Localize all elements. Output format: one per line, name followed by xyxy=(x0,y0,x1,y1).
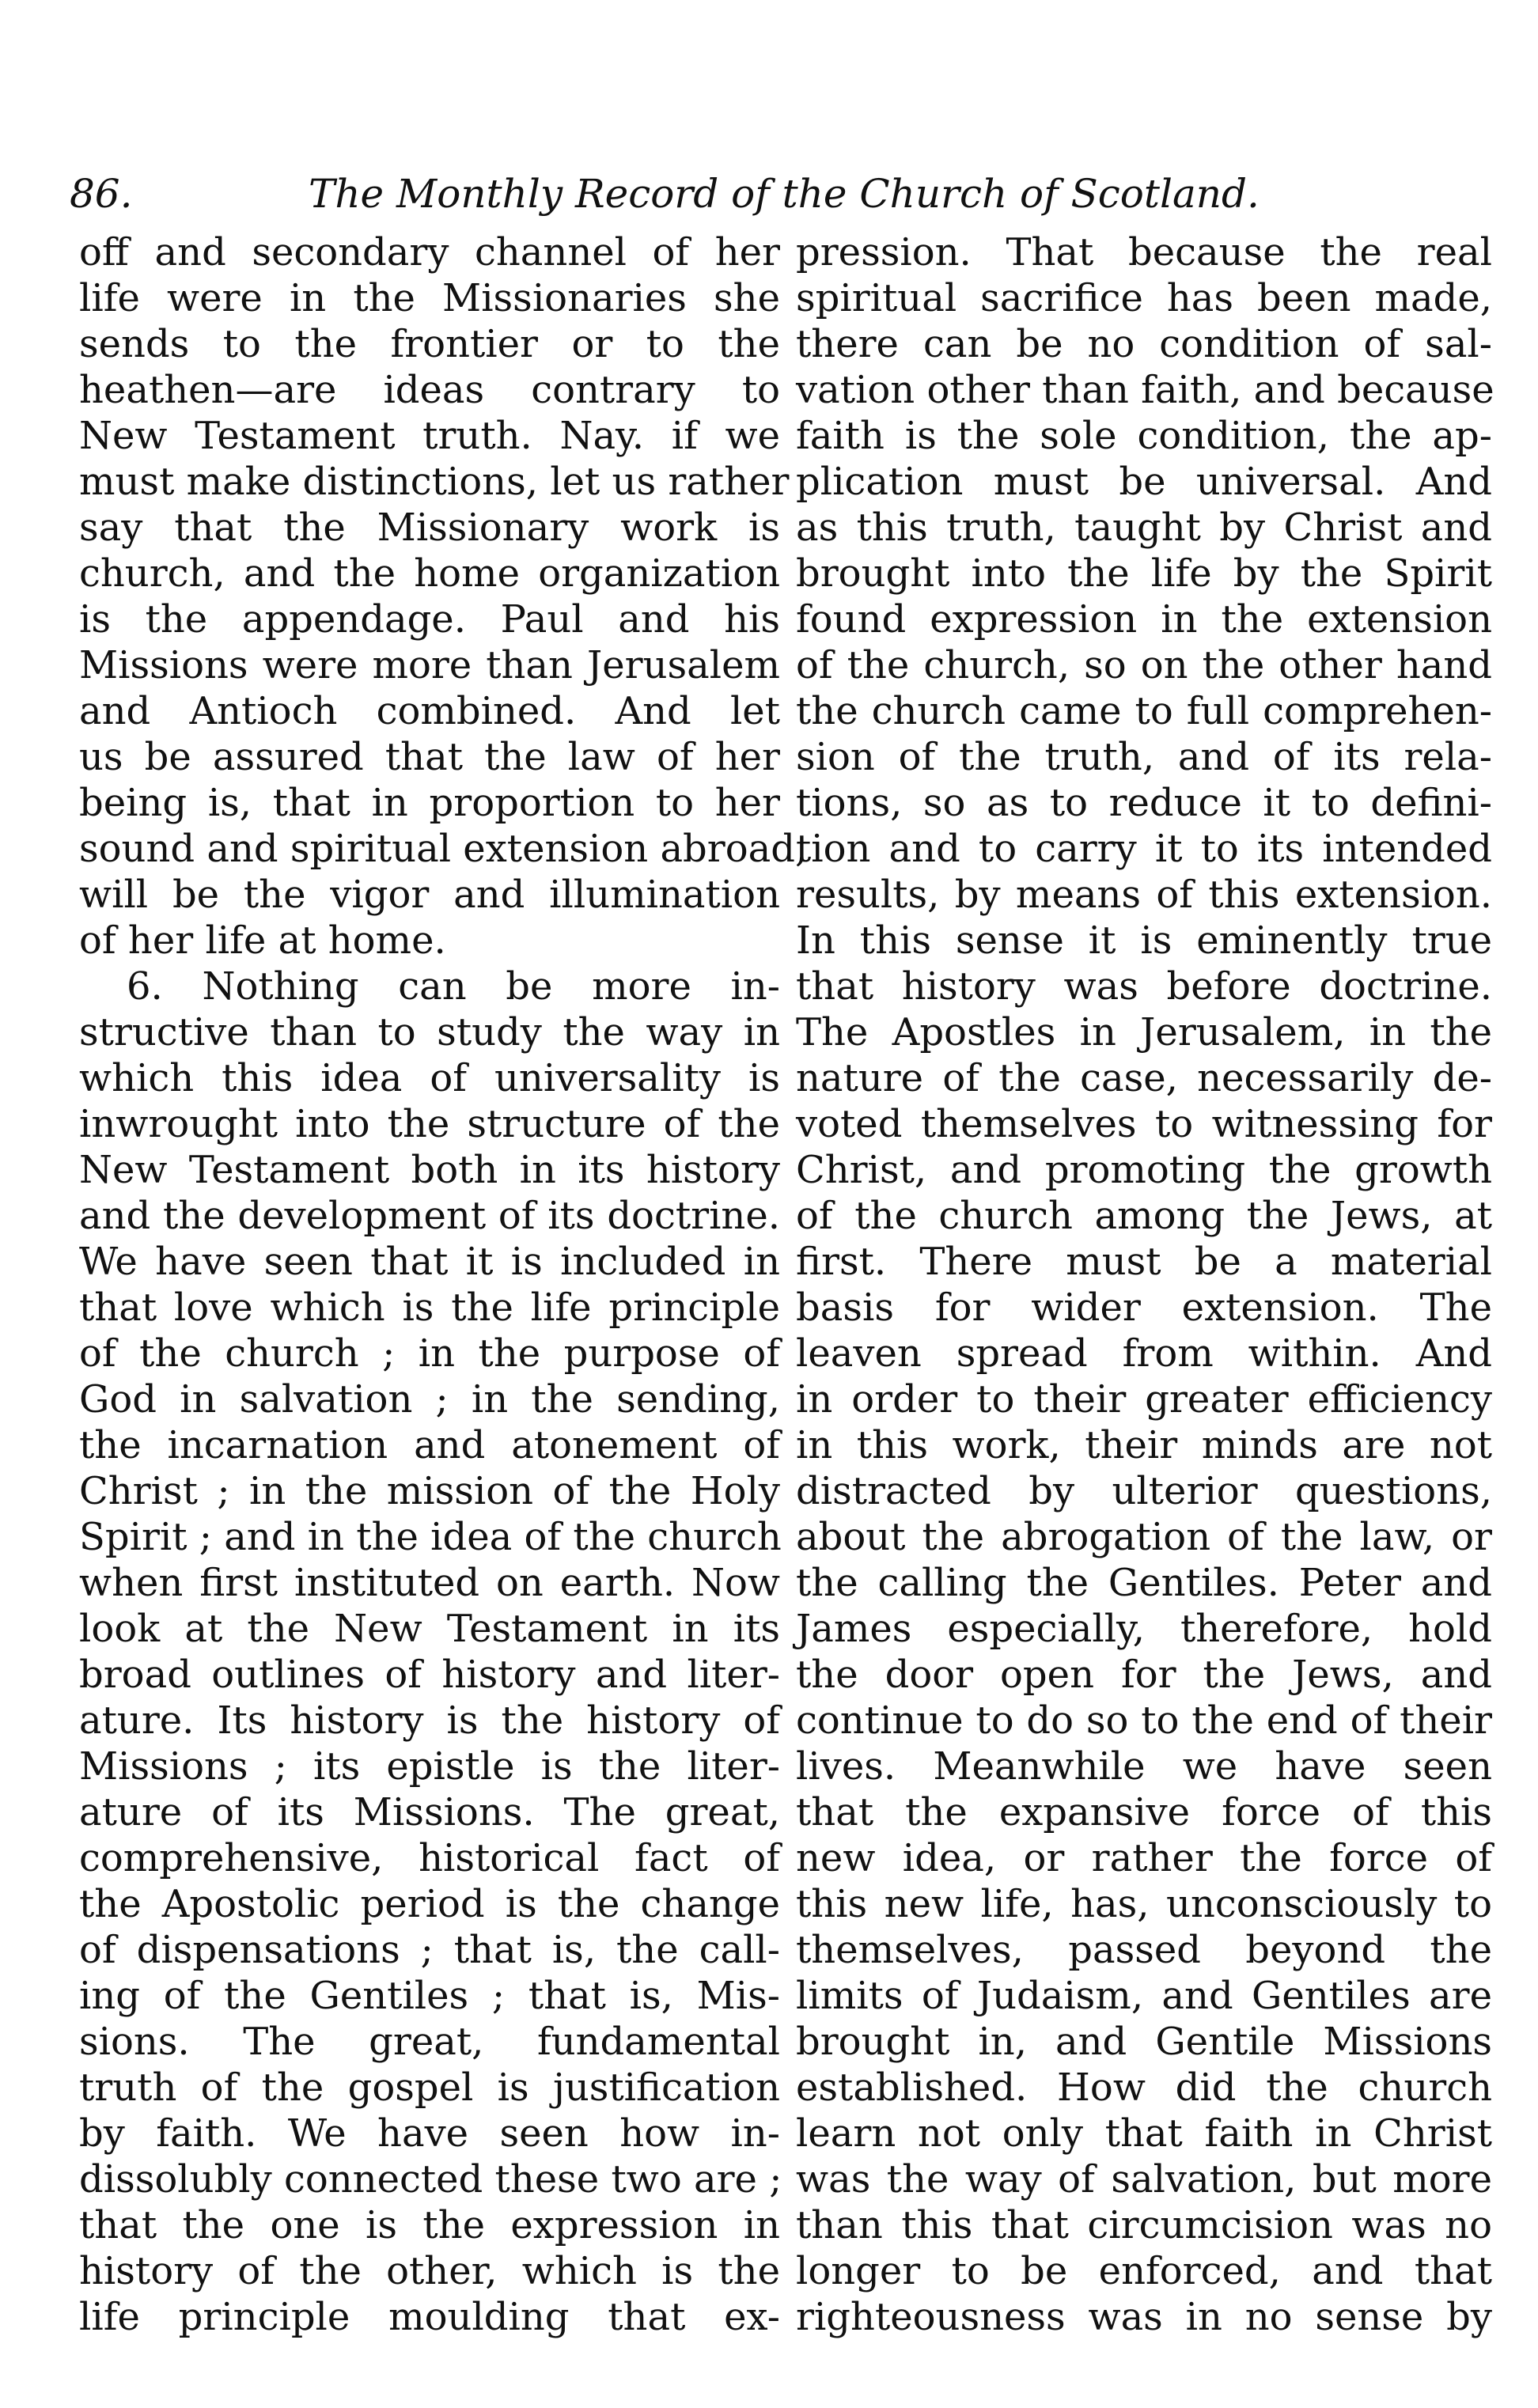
running-header xyxy=(70,158,1335,229)
text-line: The Apostles in Jerusalem, in the xyxy=(796,1010,1492,1054)
text-line: limits of Judaism, and Gentiles are xyxy=(796,1974,1492,2018)
text-line: brought into the life by the Spirit xyxy=(796,551,1492,596)
text-line: themselves, passed beyond the xyxy=(796,1928,1492,1972)
text-line: nature of the case, necessarily de- xyxy=(796,1056,1492,1100)
text-line: being is, that in proportion to her xyxy=(79,781,780,825)
text-line: that history was before doctrine. xyxy=(796,964,1492,1009)
text-line: look at the New Testament in its xyxy=(79,1607,780,1651)
text-line: leaven spread from within. And xyxy=(796,1331,1492,1376)
text-line: of the church ; in the purpose of xyxy=(79,1331,780,1376)
text-line: was the way of salvation, but more xyxy=(796,2157,1492,2202)
text-line: off and secondary channel of her xyxy=(79,230,780,274)
paragraph-start-line: 6. Nothing can be more in- xyxy=(127,964,780,1009)
text-line: the church came to full comprehen- xyxy=(796,689,1492,733)
text-line: this new life, has, unconsciously to xyxy=(796,1882,1492,1926)
text-line: continue to do so to the end of their xyxy=(796,1698,1492,1743)
text-line: voted themselves to witnessing for xyxy=(796,1102,1492,1146)
text-line: righteousness was in no sense by xyxy=(796,2295,1492,2339)
text-line: heathen—are ideas contrary to xyxy=(79,368,780,412)
text-line: and the development of its doctrine. xyxy=(79,1194,780,1238)
text-line: the calling the Gentiles. Peter and xyxy=(796,1561,1492,1605)
text-line: comprehensive, historical fact of xyxy=(79,1836,780,1880)
text-line: of the church, so on the other hand xyxy=(796,643,1492,687)
text-line: that love which is the life principle xyxy=(79,1285,780,1330)
text-line: of her life at home. xyxy=(79,918,446,963)
text-line: new idea, or rather the force of xyxy=(796,1836,1492,1880)
text-line: spiritual sacrifice has been made, xyxy=(796,276,1492,320)
text-line: inwrought into the structure of the xyxy=(79,1102,780,1146)
text-line: dissolubly connected these two are ; xyxy=(79,2157,782,2202)
text-line: In this sense it is eminently true xyxy=(796,918,1492,963)
text-line: ature. Its history is the history of xyxy=(79,1698,780,1743)
text-line: results, by means of this extension. xyxy=(796,873,1492,917)
text-line: when first instituted on earth. Now xyxy=(79,1561,780,1605)
text-line: is the appendage. Paul and his xyxy=(79,597,780,642)
text-line: about the abrogation of the law, or xyxy=(796,1515,1492,1559)
text-line: Missions ; its epistle is the liter- xyxy=(79,1744,780,1789)
text-line: established. How did the church xyxy=(796,2065,1492,2110)
text-line: in this work, their minds are not xyxy=(796,1423,1492,1467)
text-line: vation other than faith, and because xyxy=(796,368,1494,412)
text-line: first. There must be a material xyxy=(796,1240,1492,1284)
text-line: there can be no condition of sal- xyxy=(796,322,1492,366)
text-line: broad outlines of history and liter- xyxy=(79,1653,780,1697)
text-line: the incarnation and atonement of xyxy=(79,1423,780,1467)
text-line: New Testament truth. Nay. if we xyxy=(79,414,780,458)
text-line: tions, so as to reduce it to defini- xyxy=(796,781,1492,825)
text-line: Christ, and promoting the growth xyxy=(796,1148,1492,1192)
text-line: Christ ; in the mission of the Holy xyxy=(79,1469,780,1513)
text-line: sion of the truth, and of its rela- xyxy=(796,735,1492,779)
text-line: of the church among the Jews, at xyxy=(796,1194,1492,1238)
page-number: 86. xyxy=(70,171,133,217)
text-line: church, and the home organization xyxy=(79,551,780,596)
text-line: say that the Missionary work is xyxy=(79,505,780,550)
text-line: Missions were more than Jerusalem xyxy=(79,643,780,687)
text-line: We have seen that it is included in xyxy=(79,1240,780,1284)
text-line: that the expansive force of this xyxy=(796,1790,1492,1834)
text-line: history of the other, which is the xyxy=(79,2249,780,2293)
text-line: life were in the Missionaries she xyxy=(79,276,780,320)
text-line: and Antioch combined. And let xyxy=(79,689,780,733)
text-line: found expression in the extension xyxy=(796,597,1492,642)
text-line: distracted by ulterior questions, xyxy=(796,1469,1492,1513)
text-line: lives. Meanwhile we have seen xyxy=(796,1744,1492,1789)
text-line: faith is the sole condition, the ap- xyxy=(796,414,1492,458)
text-line: that the one is the expression in xyxy=(79,2203,780,2247)
text-line: in order to their greater efficiency xyxy=(796,1377,1492,1422)
text-line: the Apostolic period is the change xyxy=(79,1882,780,1926)
text-line: as this truth, taught by Christ and xyxy=(796,505,1492,550)
text-line: than this that circumcision was no xyxy=(796,2203,1492,2247)
text-line: structive than to study the way in xyxy=(79,1010,780,1054)
text-line: basis for wider extension. The xyxy=(796,1285,1492,1330)
left-column xyxy=(79,229,808,2340)
text-line: the door open for the Jews, and xyxy=(796,1653,1492,1697)
text-line: which this idea of universality is xyxy=(79,1056,780,1100)
text-line: brought in, and Gentile Missions xyxy=(796,2020,1492,2064)
text-line: sound and spiritual extension abroad, xyxy=(79,827,808,871)
text-line: will be the vigor and illumination xyxy=(79,873,780,917)
text-line: ing of the Gentiles ; that is, Mis- xyxy=(79,1974,780,2018)
text-line: sends to the frontier or to the xyxy=(79,322,780,366)
text-line: by faith. We have seen how in- xyxy=(79,2111,780,2156)
text-line: New Testament both in its history xyxy=(79,1148,780,1192)
text-line: must make distinctions, let us rather xyxy=(79,460,790,504)
text-line: of dispensations ; that is, the call- xyxy=(79,1928,780,1972)
text-line: sions. The great, fundamental xyxy=(79,2020,780,2064)
right-column xyxy=(796,229,1492,2340)
text-line: life principle moulding that ex- xyxy=(79,2295,780,2339)
text-line: us be assured that the law of her xyxy=(79,735,780,779)
text-line: ature of its Missions. The great, xyxy=(79,1790,780,1834)
text-line: plication must be universal. And xyxy=(796,460,1492,504)
text-line: longer to be enforced, and that xyxy=(796,2249,1492,2293)
text-line: truth of the gospel is justification xyxy=(79,2065,780,2110)
text-line: pression. That because the real xyxy=(796,230,1492,274)
text-line: James especially, therefore, hold xyxy=(796,1607,1492,1651)
running-title: The Monthly Record of the Church of Scotland. xyxy=(309,171,1260,217)
text-line: tion and to carry it to its intended xyxy=(796,827,1492,871)
text-line: learn not only that faith in Christ xyxy=(796,2111,1492,2156)
text-line: Spirit ; and in the idea of the church xyxy=(79,1515,782,1559)
text-line: God in salvation ; in the sending, xyxy=(79,1377,780,1422)
